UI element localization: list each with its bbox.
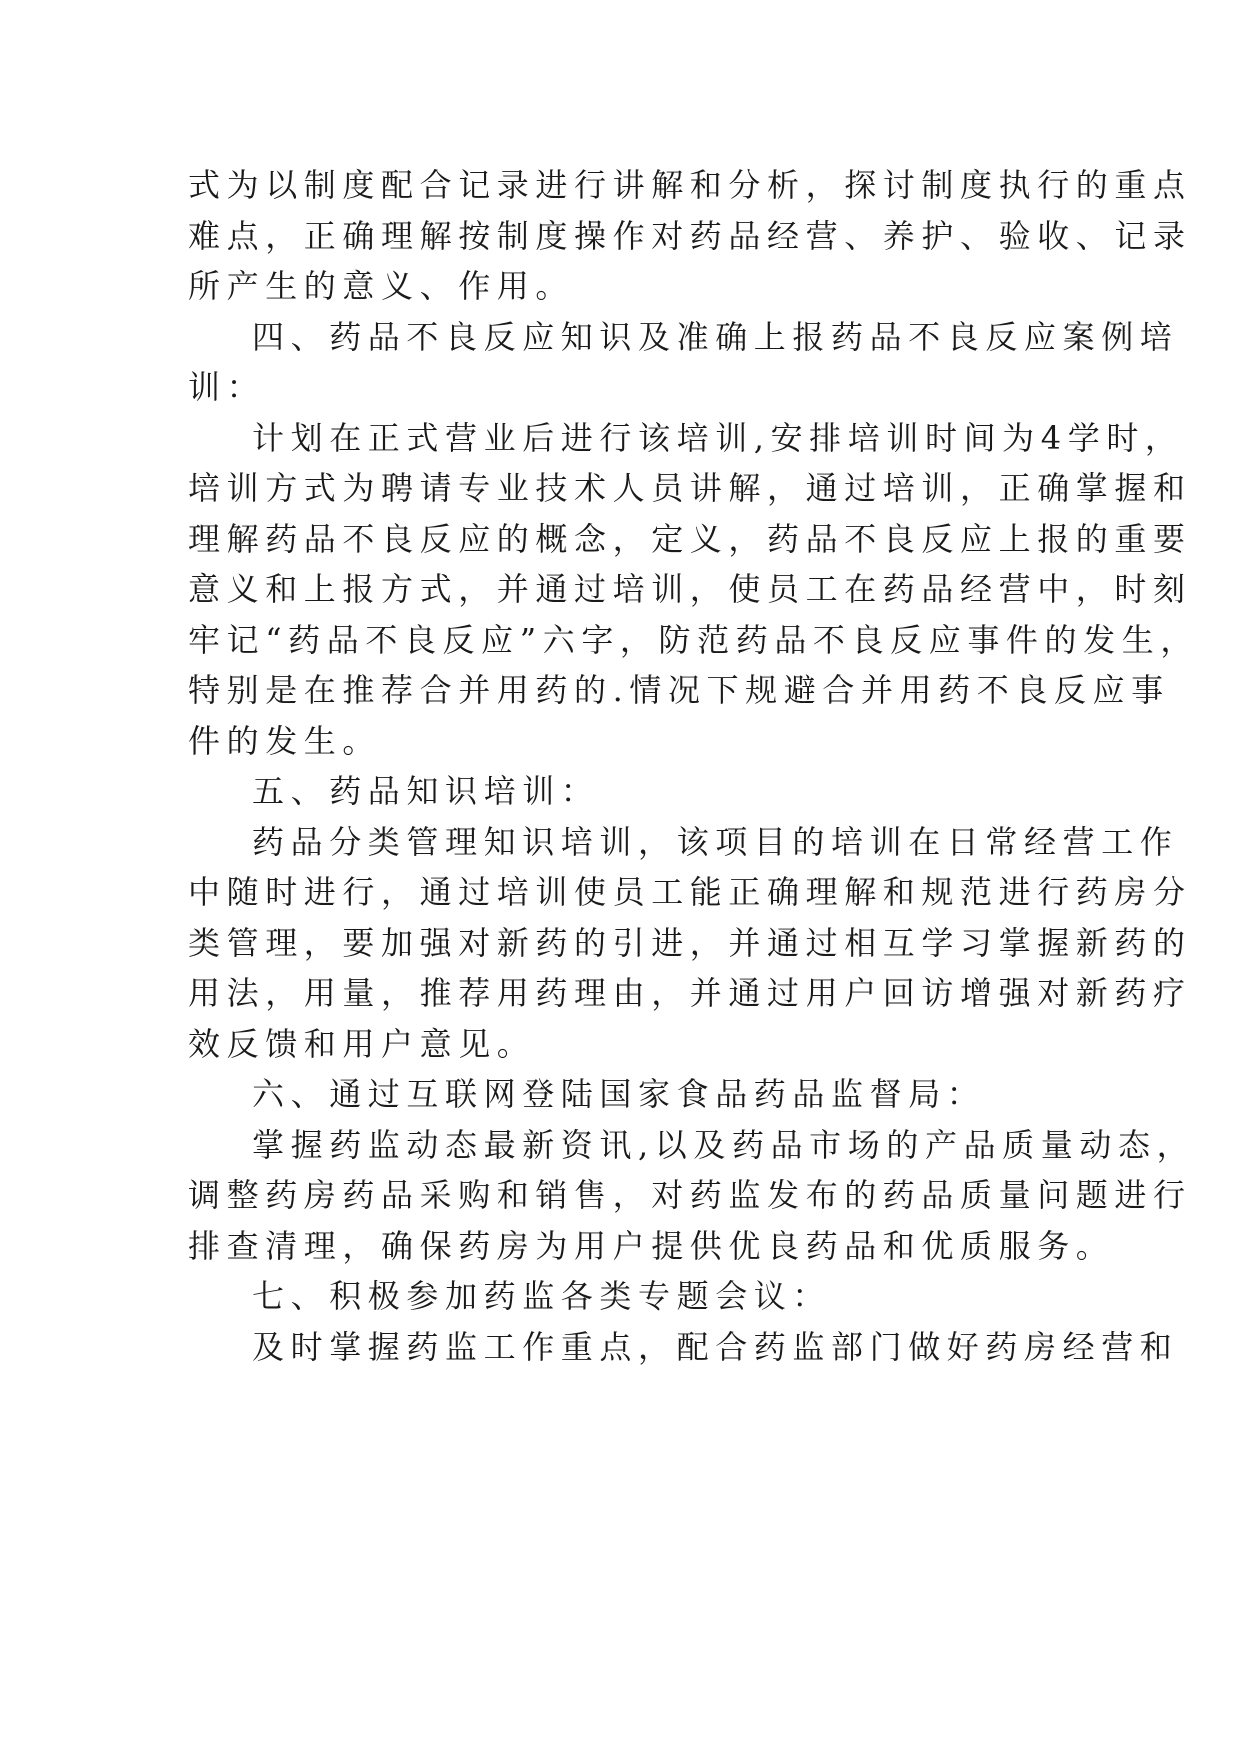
- text-line: 件的发生。: [188, 721, 382, 760]
- section-heading-7: 七、积极参加药监各类专题会议：: [252, 1277, 832, 1315]
- text-line: 排查清理，确保药房为用户提供优良药品和优质服务。: [188, 1226, 1115, 1265]
- text-line: 调整药房药品采购和销售，对药监发布的药品质量问题进行: [188, 1176, 1192, 1214]
- text-line: 药品分类管理知识培训，该项目的培训在日常经营工作: [252, 822, 1179, 861]
- section-heading-6: 六、通过互联网登陆国家食品药品监督局：: [252, 1075, 986, 1113]
- text-line: 理解药品不良反应的概念，定义，药品不良反应上报的重要: [188, 519, 1192, 558]
- text-line: 中随时进行，通过培训使员工能正确理解和规范进行药房分: [188, 873, 1192, 911]
- text-line: 意义和上报方式，并通过培训，使员工在药品经营中，时刻: [188, 570, 1192, 608]
- text-line: 难点，正确理解按制度操作对药品经营、养护、验收、记录: [188, 216, 1192, 255]
- text-line: 用法，用量，推荐用药理由，并通过用户回访增强对新药疗: [188, 974, 1192, 1012]
- text-line: 类管理，要加强对新药的引进，并通过相互学习掌握新药的: [188, 923, 1192, 962]
- text-line: 训：: [188, 368, 266, 406]
- text-line: 所产生的意义、作用。: [188, 267, 575, 305]
- text-line: 牢记“药品不良反应”六字，防范药品不良反应事件的发生，: [188, 620, 1199, 659]
- section-heading-4: 四、药品不良反应知识及准确上报药品不良反应案例培: [252, 317, 1179, 356]
- text-line: 及时掌握药监工作重点，配合药监部门做好药房经营和: [252, 1327, 1179, 1366]
- text-line: 培训方式为聘请专业技术人员讲解，通过培训，正确掌握和: [188, 469, 1192, 507]
- text-line: 掌握药监动态最新资讯,以及药品市场的产品质量动态，: [252, 1125, 1196, 1164]
- text-line: 效反馈和用户意见。: [188, 1024, 536, 1063]
- text-line: 特别是在推荐合并用药的.情况下规避合并用药不良反应事: [188, 671, 1170, 709]
- text-line: 式为以制度配合记录进行讲解和分析，探讨制度执行的重点: [188, 166, 1192, 204]
- document-body: [188, 160, 1199, 1372]
- text-line: 计划在正式营业后进行该培训,安排培训时间为4学时，: [252, 418, 1184, 457]
- section-heading-5: 五、药品知识培训：: [252, 772, 600, 810]
